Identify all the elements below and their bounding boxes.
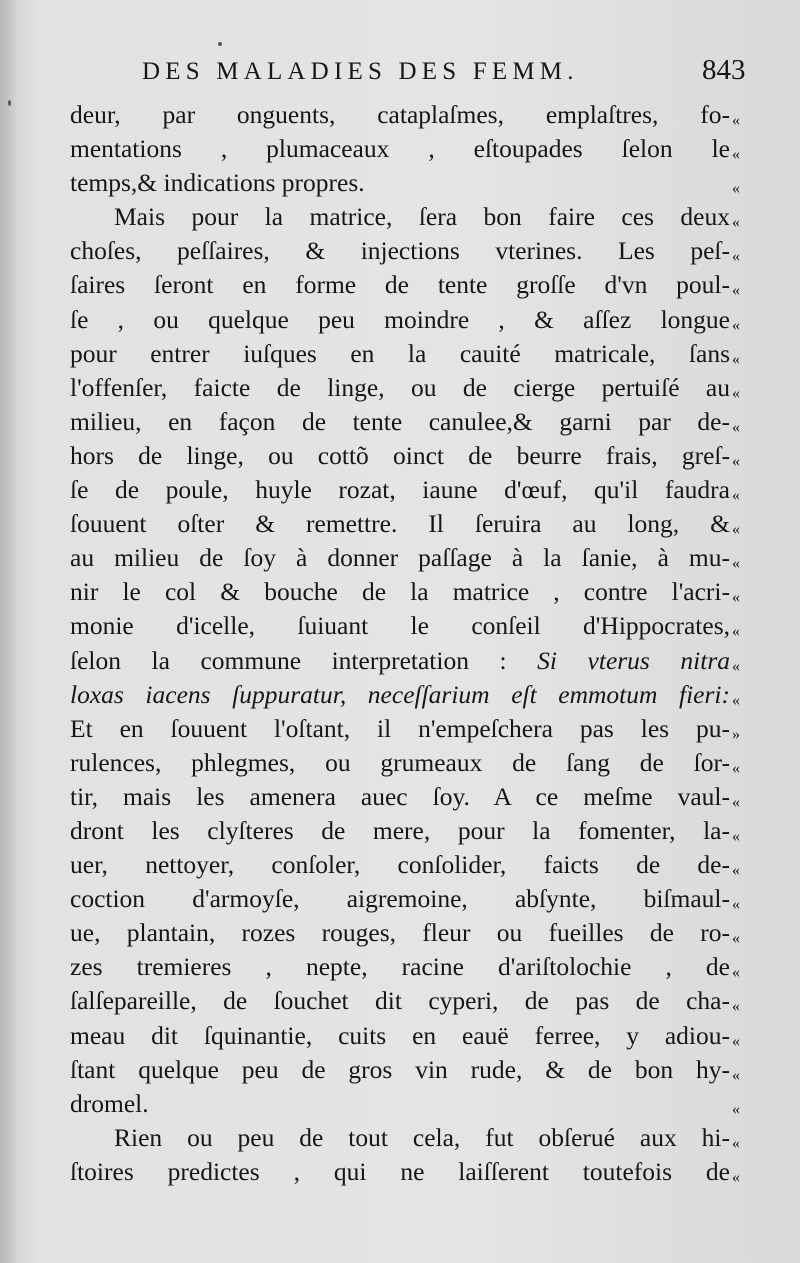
- quote-mark: «: [732, 248, 740, 266]
- text-line: deur, par onguents, cataplaſmes, emplaſtres, fo-: [70, 100, 730, 129]
- quote-mark: «: [732, 896, 740, 914]
- quote-mark: «: [732, 1100, 740, 1118]
- text-line: choſes, peſſaires, & injections vterines. Les peſ-: [70, 236, 730, 266]
- text-line: monie d'icelle, ſuiuant le conſeil d'Hippocrates,: [70, 611, 730, 641]
- quote-mark: «: [732, 180, 740, 198]
- quote-mark: «: [732, 1066, 740, 1084]
- quote-mark: «: [732, 657, 740, 675]
- text-line: milieu, en façon de tente canulee,& garni par de-: [70, 406, 730, 436]
- text-line: dront les clyſteres de mere, pour la fomenter, la-: [70, 815, 730, 845]
- running-title: DES MALADIES DES FEMM.: [142, 58, 579, 85]
- quote-mark: «: [732, 862, 740, 880]
- text-line: nir le col & bouche de la matrice , contre l'acri-: [70, 577, 730, 607]
- latin-quote-start: Si vterus nitra: [537, 645, 731, 675]
- latin-quote: loxas iacens ſuppuratur, neceſſarium eſt emmotum fieri:: [70, 679, 730, 709]
- text-line: Rien ou peu de tout cela, fut obſerué aux hi-: [114, 1122, 730, 1152]
- quote-mark: «: [732, 930, 740, 948]
- text-line: au milieu de ſoy à donner paſſage à la ſanie, à mu-: [70, 543, 730, 573]
- ink-speck: [218, 42, 222, 46]
- quote-mark: «: [732, 623, 740, 641]
- quote-mark: »: [732, 725, 740, 743]
- text-line: ſouuent oſter & remettre. Il ſeruira au long, &: [70, 509, 730, 539]
- text-line: Et en ſouuent l'oſtant, il n'empeſchera pas les pu-: [70, 713, 730, 743]
- text-line: ſe de poule, huyle rozat, iaune d'œuf, qu'il faudra: [70, 475, 730, 505]
- quote-mark: «: [732, 691, 740, 709]
- text-line: ſtoires predictes , qui ne laiſſerent toutefois de: [70, 1156, 730, 1186]
- quote-mark: «: [732, 589, 740, 607]
- page-number: 843: [702, 54, 746, 86]
- quote-mark: «: [732, 146, 740, 164]
- text-line: meau dit ſquinantie, cuits en eauë ferree, y adiou-: [70, 1020, 730, 1050]
- text-line: ſtant quelque peu de gros vin rude, & de bon hy-: [70, 1054, 730, 1084]
- text-line: ſaires ſeront en forme de tente groſſe d'vn poul-: [70, 270, 730, 300]
- quote-mark: «: [732, 487, 740, 505]
- ink-speck: [8, 100, 11, 106]
- text-line: dromel.: [70, 1088, 149, 1118]
- text-line-roman: ſelon la commune interpretation :: [70, 645, 507, 675]
- quote-mark: «: [732, 316, 740, 334]
- text-line: zes tremieres , nepte, racine d'ariſtolochie , de: [70, 952, 730, 982]
- text-line: coction d'armoyſe, aigremoine, abſynte, biſmaul-: [70, 884, 730, 914]
- text-line: rulences, phlegmes, ou grumeaux de ſang de ſor-: [70, 747, 730, 777]
- quote-mark: «: [732, 521, 740, 539]
- quote-mark: «: [732, 1032, 740, 1050]
- quote-mark: «: [732, 214, 740, 232]
- text-line: ſe , ou quelque peu moindre , & aſſez longue: [70, 304, 730, 334]
- text-line: pour entrer iuſques en la cauité matricale, ſans: [70, 338, 730, 368]
- text-line: Mais pour la matrice, ſera bon faire ces deux: [114, 202, 730, 232]
- quote-mark: «: [732, 384, 740, 402]
- quote-mark: «: [732, 282, 740, 300]
- margin-quote-marks: [732, 98, 772, 1189]
- text-line: hors de linge, ou cottõ oinct de beurre frais, greſ-: [70, 440, 730, 470]
- quote-mark: «: [732, 1168, 740, 1186]
- quote-mark: «: [732, 418, 740, 436]
- quote-mark: «: [732, 555, 740, 573]
- quote-mark: «: [732, 452, 740, 470]
- quote-mark: «: [732, 1134, 740, 1152]
- text-line: temps,& indications propres.: [70, 168, 365, 198]
- text-line: uer, nettoyer, conſoler, conſolider, faicts de de-: [70, 850, 730, 880]
- quote-mark: «: [732, 827, 740, 845]
- quote-mark: «: [732, 112, 740, 129]
- text-line: [70, 644, 730, 678]
- text-line: ue, plantain, rozes rouges, fleur ou fueilles de ro-: [70, 918, 730, 948]
- quote-mark: «: [732, 998, 740, 1016]
- quote-mark: «: [732, 964, 740, 982]
- page-header: [142, 54, 782, 90]
- text-line: ſalſepareille, de ſouchet dit cyperi, de pas de cha-: [70, 986, 730, 1016]
- quote-mark: «: [732, 350, 740, 368]
- body-text: [70, 98, 730, 1189]
- text-line: l'offenſer, faicte de linge, ou de cierge pertuiſé au: [70, 372, 730, 402]
- text-line: mentations , plumaceaux , eſtoupades ſelon le: [70, 134, 730, 164]
- quote-mark: «: [732, 759, 740, 777]
- quote-mark: «: [732, 793, 740, 811]
- text-line: tir, mais les amenera auec ſoy. A ce meſme vaul-: [70, 781, 730, 811]
